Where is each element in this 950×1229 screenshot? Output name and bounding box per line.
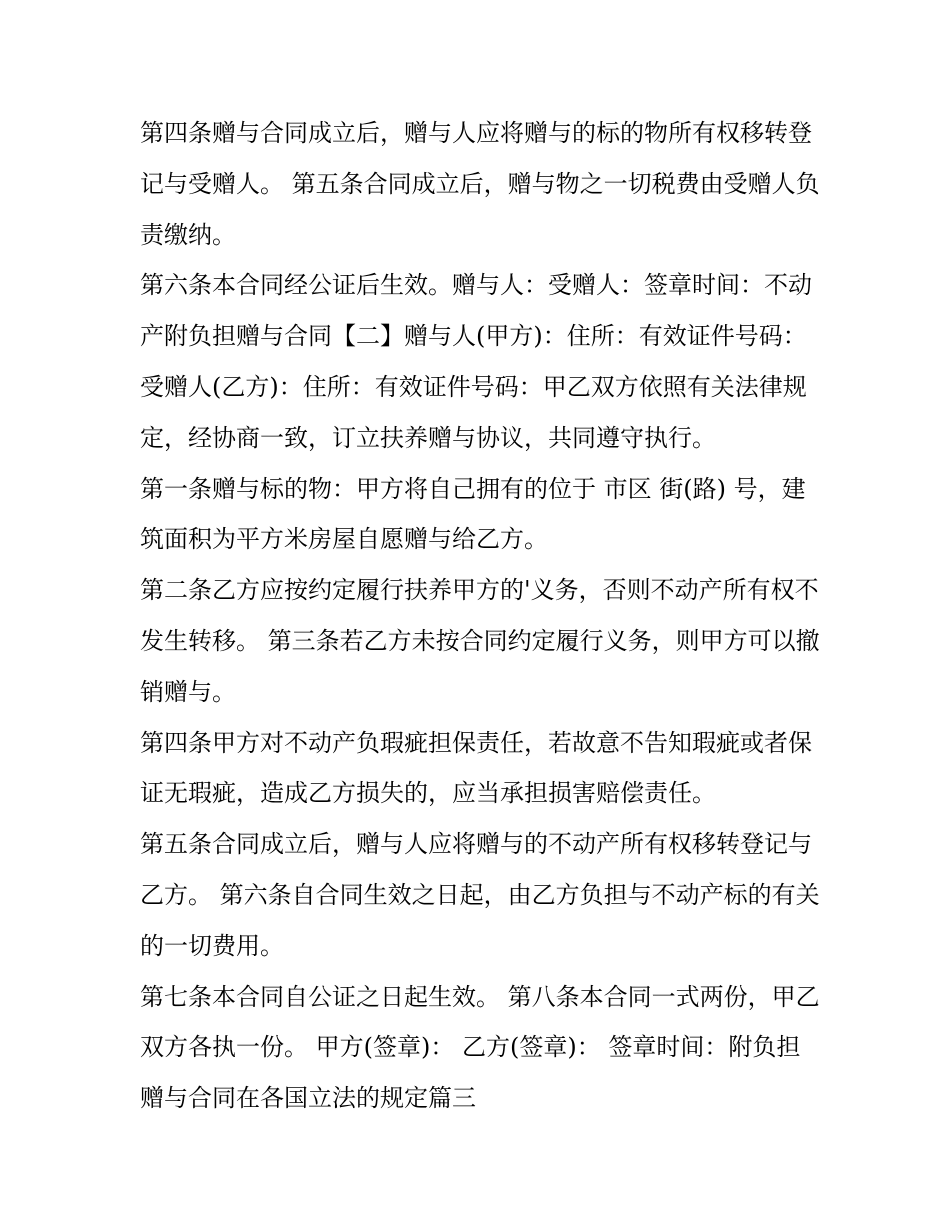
paragraph-article-6-contract-two: 第六条本合同经公证后生效。赠与人：受赠人：签章时间：不动产附负担赠与合同【二】赠与人(甲方)：住所：有效证件号码：受赠人(乙方)：住所：有效证件号码：甲乙双方依照有关法律规定，经协商一致，订立扶养赠与协议，共同遵守执行。 — [140, 271, 812, 452]
paragraph-article-4-5: 第四条赠与合同成立后，赠与人应将赠与的标的物所有权移转登记与受赠人。 第五条合同成立后，赠与物之一切税费由受赠人负责缴纳。 — [140, 119, 820, 249]
paragraph-article-5-6-transfer: 第五条合同成立后，赠与人应将赠与的不动产所有权移转登记与乙方。 第六条自合同生效之日起，由乙方负担与不动产标的有关的一切费用。 — [140, 830, 820, 960]
paragraph-article-1-subject: 第一条赠与标的物：甲方将自己拥有的位于 市区 街(路) 号，建筑面积为平方米房屋自愿赠与给乙方。 — [140, 474, 806, 554]
paragraph-article-2-3-obligation: 第二条乙方应按约定履行扶养甲方的'义务，否则不动产所有权不发生转移。 第三条若乙方未按合同约定履行义务，则甲方可以撤销赠与。 — [140, 576, 820, 706]
paragraph-article-7-8-signature: 第七条本合同自公证之日起生效。 第八条本合同一式两份，甲乙双方各执一份。 甲方(签章)： 乙方(签章)： 签章时间：附负担赠与合同在各国立法的规定篇三 — [140, 982, 820, 1113]
paragraph-article-4-warranty: 第四条甲方对不动产负瑕疵担保责任，若故意不告知瑕疵或者保证无瑕疵，造成乙方损失的，应当承担损害赔偿责任。 — [140, 728, 812, 808]
document-body — [140, 108, 820, 1124]
